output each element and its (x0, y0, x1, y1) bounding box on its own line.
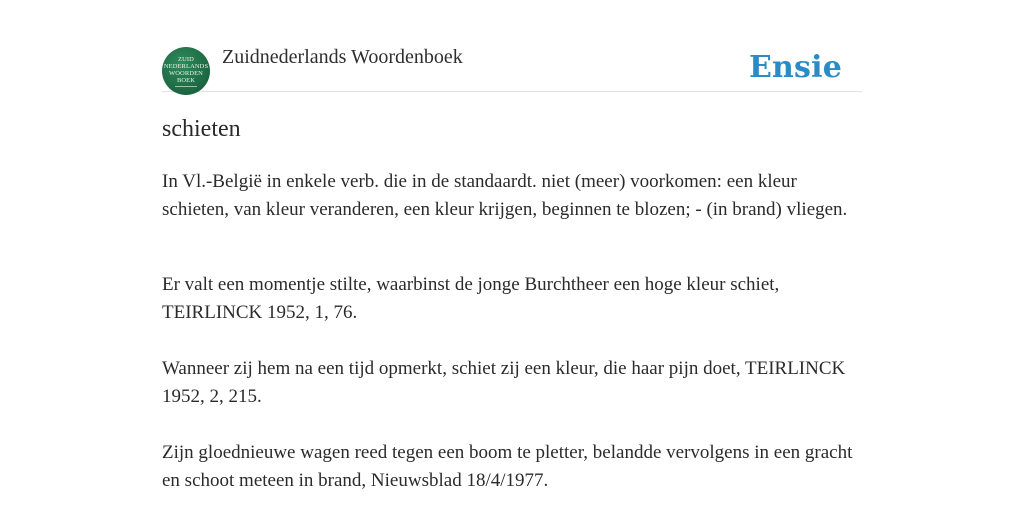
quote: Er valt een momentje stilte, waarbinst de jonge Burchtheer een hoge kleur schiet, TEIRLINCK 1952, 1, 76. (162, 274, 780, 323)
headword: schieten (162, 116, 241, 142)
header (162, 44, 862, 92)
logo-rule (175, 86, 197, 87)
ensie-brand-link[interactable]: Ensie (748, 50, 842, 85)
quote: Zijn gloednieuwe wagen reed tegen een boom te pletter, belandde vervolgens in een gracht en schoot meteen in brand, Nieuwsblad 18/4/1977. (162, 442, 853, 491)
logo-line: NEDERLANDS (163, 62, 209, 70)
logo-line: WOORDEN (169, 69, 203, 77)
logo-line: ZUID (178, 55, 194, 63)
dictionary-logo[interactable] (162, 47, 210, 95)
definition: In Vl.-België in enkele verb. die in de standaardt. niet (meer) voorkomen: een kleur schieten, van kleur veranderen, een kleur krijgen, beginnen te blozen; - (in brand) vliegen. (162, 171, 848, 220)
quote: Wanneer zij hem na een tijd opmerkt, schiet zij een kleur, die haar pijn doet, TEIRLINCK 1952, 2, 215. (162, 358, 846, 407)
dictionary-title-link[interactable]: Zuidnederlands Woordenboek (222, 46, 463, 68)
logo-line: BOEK (176, 76, 196, 84)
